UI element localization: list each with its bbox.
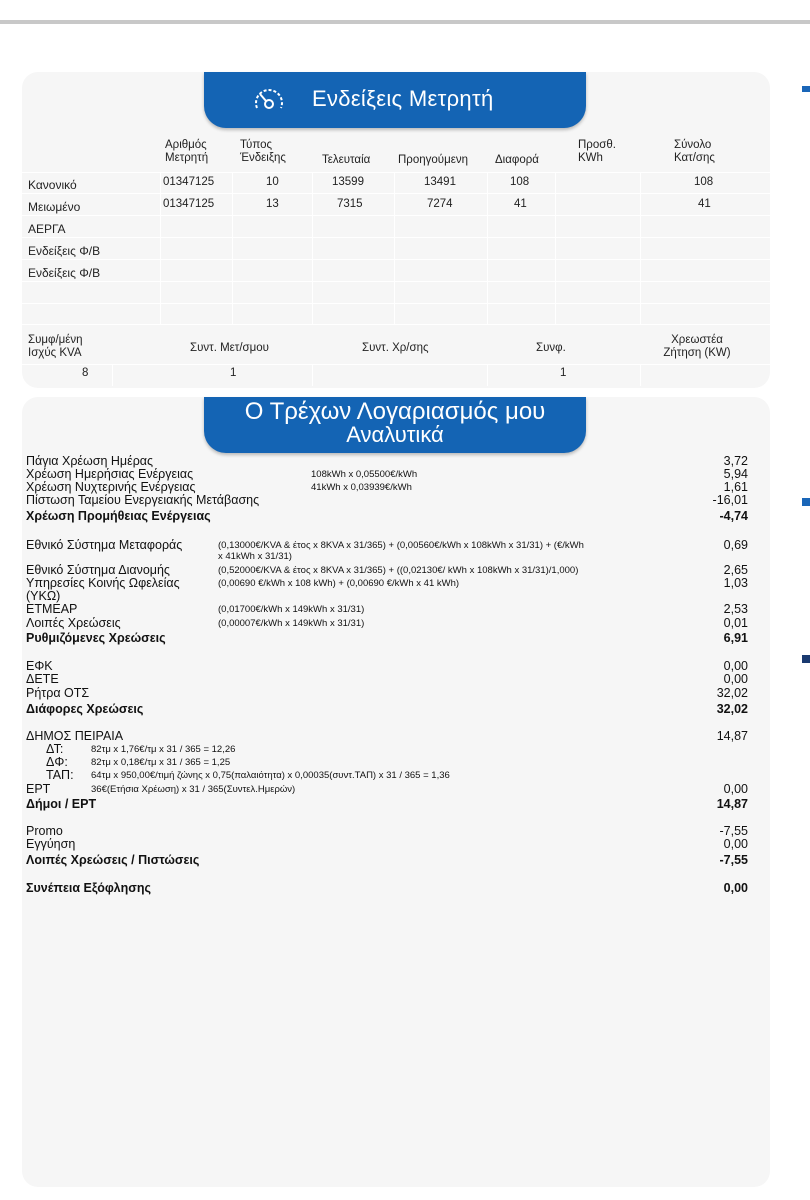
row-label: ΑΕΡΓΑ [28,222,66,236]
bill-line-amount: -7,55 [719,853,748,867]
edge-mark [802,498,810,506]
header-last: Τελευταία [322,154,371,166]
bill-line-amount: 0,00 [723,881,748,895]
header-demand: Χρεωστέα Ζήτηση (KW) [663,334,731,359]
bill-line-amount: -4,74 [719,509,748,523]
bill-line-detail-cont: x 41kWh x 31/31) [218,551,292,562]
bill-line-label: Χρέωση Νυχτερινής Ενέργειας [26,480,196,494]
bill-line-amount: 0,01 [723,616,748,630]
bill-line-detail: 36€(Ετήσια Χρέωση) x 31 / 365(Συντελ.Ημερών) [91,784,296,795]
bill-line-label: ΔΤ: [46,742,64,756]
bill-line-label: Διάφορες Χρεώσεις [26,702,144,716]
cell-type: 13 [266,198,279,210]
bill-line-detail: 41kWh x 0,03939€/kWh [311,482,412,493]
bill-line-label: Υπηρεσίες Κοινής Ωφελείας [26,576,180,590]
cell-last: 13599 [332,176,364,188]
header-cos: Συνφ. [536,342,566,354]
bill-line-amount: 2,65 [723,563,748,577]
cell-total: 108 [694,176,714,188]
row-label: Ενδείξεις Φ/Β [28,244,101,258]
bill-line-amount: 3,72 [723,454,748,468]
cell-diff: 108 [510,176,530,188]
bill-line-amount: 1,61 [723,480,748,494]
bill-line-label: Πάγια Χρέωση Ημέρας [26,454,154,468]
bill-line-amount: 0,00 [723,782,748,796]
bill-line-label: ΔΕΤΕ [26,672,59,686]
bill-line-label: Εγγύηση [26,837,76,851]
bill-title: Ο Τρέχων Λογαριασμός μου [244,398,546,425]
bill-line-amount: 32,02 [716,702,748,716]
header-usage-coef: Συντ. Χρ/σης [362,342,429,354]
bill-line-label: ΕΤΜΕΑΡ [26,602,78,616]
bill-line-amount: -7,55 [719,824,748,838]
bill-line-label: Promo [26,824,63,838]
bill-line-detail: 108kWh x 0,05500€/kWh [311,469,418,480]
header-total: Σύνολο Κατ/σης [674,139,715,164]
bill-line-amount: 6,91 [723,631,748,645]
bill-line-detail: (0,00690 €/kWh x 108 kWh) + (0,00690 €/kWh x 41 kWh) [218,578,460,589]
bill-line-label: ΔΦ: [46,755,68,769]
meter-readings-title: Ενδείξεις Μετρητή [312,86,494,111]
cell-last: 7315 [337,198,363,210]
bill-line-amount: 5,94 [723,467,748,481]
bill-line-detail: (0,01700€/kWh x 149kWh x 31/31) [218,604,365,615]
header-extra-kwh: Προσθ. KWh [578,139,616,164]
cell-total: 41 [698,198,711,210]
bill-line-label-cont: (ΥΚΩ) [26,589,61,603]
bill-line-label: ΔΗΜΟΣ ΠΕΙΡΑΙΑ [26,729,124,743]
bill-line-label: Δήμοι / ΕΡΤ [26,797,97,811]
cell-previous: 13491 [424,176,456,188]
bill-line-amount: 0,00 [723,659,748,673]
bill-line-label: Λοιπές Χρεώσεις / Πιστώσεις [26,853,200,867]
bill-line-label: ΤΑΠ: [46,768,74,782]
bill-line-label: Λοιπές Χρεώσεις [26,616,121,630]
header-meter-no: Αριθμός Μετρητή [165,139,209,164]
bill-line-label: Εθνικό Σύστημα Διανομής [26,563,170,577]
bill-subtitle: Αναλυτικά [346,422,444,447]
value-cos: 1 [560,367,567,379]
bill-line-label: Ρυθμιζόμενες Χρεώσεις [26,631,166,645]
bill-line-amount: 0,69 [723,538,748,552]
bill-line-detail: (0,13000€/KVA & έτος x 8KVA x 31/365) + (0,00560€/kWh x 108kWh x 31/31) + (€/kWh [218,540,584,551]
bill-line-amount: 0,00 [723,837,748,851]
meter-readings-panel [22,72,770,388]
bill-line-label: Συνέπεια Εξόφλησης [26,881,151,895]
edge-mark [802,86,810,92]
gauge-icon [252,84,286,114]
bill-line-detail: (0,52000€/KVA & έτος x 8KVA x 31/365) + ((0,02130€/ kWh x 108kWh x 31/31)/1,000) [218,565,579,576]
cell-meter-no: 01347125 [163,198,215,210]
bill-line-label: ΕΡΤ [26,782,51,796]
bill-line-label: Ρήτρα ΟΤΣ [26,686,90,700]
bill-line-label: ΕΦΚ [26,659,53,673]
header-previous: Προηγούμενη [398,154,468,166]
cell-meter-no: 01347125 [163,176,215,188]
bill-line-amount: 2,53 [723,602,748,616]
bill-line-amount: -16,01 [712,493,748,507]
row-label: Ενδείξεις Φ/Β [28,266,101,280]
bill-line-label: Εθνικό Σύστημα Μεταφοράς [26,538,183,552]
cell-type: 10 [266,176,279,188]
bill-line-amount: 32,02 [716,686,748,700]
value-contracted-power: 8 [82,367,89,379]
top-bar [0,0,810,24]
edge-mark [802,655,810,663]
bill-line-amount: 0,00 [723,672,748,686]
bill-line-detail: 82τμ x 1,76€/τμ x 31 / 365 = 12,26 [91,744,236,755]
bill-line-label: Πίστωση Ταμείου Ενεργειακής Μετάβασης [26,493,260,507]
header-meter-coef: Συντ. Μετ/σμου [190,342,269,354]
value-meter-coef: 1 [230,367,237,379]
cell-diff: 41 [514,198,527,210]
bill-line-amount: 1,03 [723,576,748,590]
cell-previous: 7274 [427,198,453,210]
header-reading-type: Τύπος Ένδειξης [240,139,286,164]
bill-line-label: Χρέωση Ημερήσιας Ενέργειας [26,467,194,481]
header-contracted-power: Συμφ/μένη Ισχύς KVA [28,334,83,359]
bill-line-detail: 64τμ x 950,00€/τιμή ζώνης x 0,75(παλαιότητα) x 0,00035(συντ.ΤΑΠ) x 31 / 365 = 1,36 [91,770,450,781]
header-diff: Διαφορά [495,154,539,166]
bill-line-detail: 82τμ x 0,18€/τμ x 31 / 365 = 1,25 [91,757,231,768]
meter-readings-ribbon [204,72,586,128]
bill-line-label: Χρέωση Προμήθειας Ενέργειας [26,509,211,523]
bill-ribbon [204,397,586,453]
row-label: Κανονικό [28,178,77,192]
bill-line-amount: 14,87 [716,729,748,743]
bill-line-detail: (0,00007€/kWh x 149kWh x 31/31) [218,618,365,629]
row-label: Μειωμένο [28,200,81,214]
bill-line-amount: 14,87 [716,797,748,811]
